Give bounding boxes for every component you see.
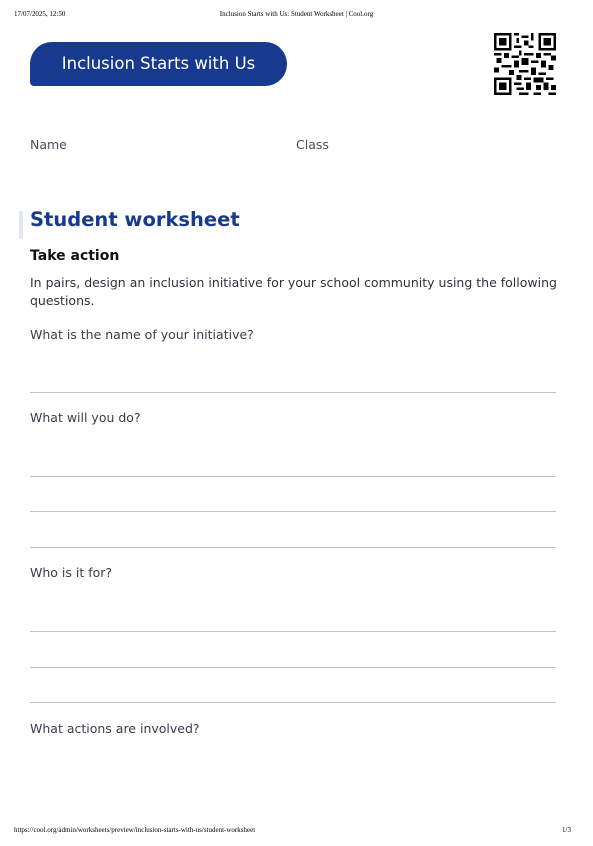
answer-line[interactable] [30,511,556,512]
print-page-title: Inclusion Starts with Us: Student Worksheet | Cool.org [219,10,374,18]
section-intro-text: In pairs, design an inclusion initiative for your school community using the following questions. [30,275,557,308]
print-page-number: 1/3 [562,826,571,834]
print-url: https://cool.org/admin/worksheets/preview/inclusion-starts-with-us/student-worksheet [14,826,256,834]
class-field-label: Class [296,137,329,152]
question-actions-involved: What actions are involved? [30,721,200,736]
answer-line[interactable] [30,392,556,393]
answer-line[interactable] [30,702,556,703]
answer-line[interactable] [30,476,556,477]
print-datetime: 17/07/2025, 12:50 [14,10,66,18]
name-field-label: Name [30,137,67,152]
section-subtitle: Take action [30,248,120,264]
answer-line[interactable] [30,547,556,548]
worksheet-banner-title: Inclusion Starts with Us [30,42,287,86]
answer-line[interactable] [30,667,556,668]
question-what-will-you-do: What will you do? [30,410,141,425]
question-who-is-it-for: Who is it for? [30,565,113,580]
section-accent-bar [19,211,23,239]
section-title: Student worksheet [30,208,240,231]
question-initiative-name: What is the name of your initiative? [30,327,254,342]
answer-line[interactable] [30,631,556,632]
qr-code-icon [494,33,556,95]
